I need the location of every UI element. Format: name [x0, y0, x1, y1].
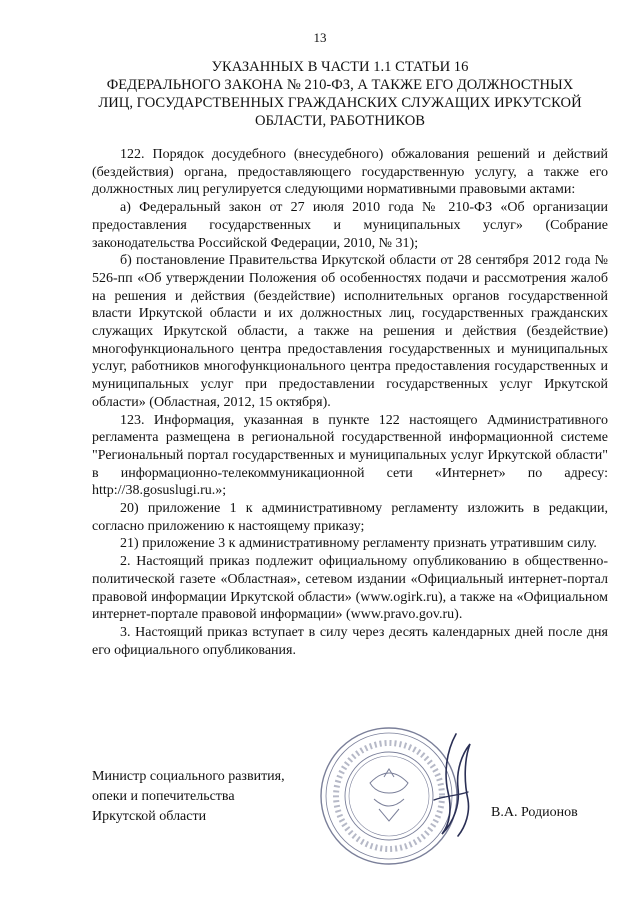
signer-name: В.А. Родионов	[491, 805, 578, 820]
signatory-title-line: Иркутской области	[92, 809, 207, 824]
paragraph-2: 2. Настоящий приказ подлежит официальному опубликованию в общественно-политической газете «Областная», сетевом издании «Официальный интернет-портал правовой информации Иркутской области» (www.ogirk.ru), а также на «Официальном интернет-портале правовой информации» (www.pravo.gov.ru).	[92, 554, 608, 623]
heading-line: ЛИЦ, ГОСУДАРСТВЕННЫХ ГРАЖДАНСКИХ СЛУЖАЩИХ ИРКУТСКОЙ	[98, 95, 582, 111]
signatory-title	[92, 767, 285, 827]
paragraph-item-21: 21) приложение 3 к административному регламенту признать утратившим силу.	[120, 536, 597, 552]
document-body	[92, 146, 608, 659]
signatory-title-line: Министр социального развития,	[92, 769, 285, 784]
heading-line: УКАЗАННЫХ В ЧАСТИ 1.1 СТАТЬИ 16	[211, 59, 469, 75]
heading-line: ФЕДЕРАЛЬНОГО ЗАКОНА № 210-ФЗ, А ТАКЖЕ ЕГО ДОЛЖНОСТНЫХ	[106, 77, 574, 93]
signatory-title-line: опеки и попечительства	[92, 789, 235, 804]
paragraph-3: 3. Настоящий приказ вступает в силу через десять календарных дней после дня его официального опубликования.	[92, 624, 608, 658]
paragraph-item-20: 20) приложение 1 к административному регламенту изложить в редакции, согласно приложению к настоящему приказу;	[92, 501, 608, 534]
page-number: 13	[313, 30, 327, 45]
heading-line: ОБЛАСТИ, РАБОТНИКОВ	[255, 113, 425, 129]
paragraph-122-b: б) постановление Правительства Иркутской области от 28 сентября 2012 года № 526-пп «Об утверждении Положения об особенностях подачи и рассмотрения жалоб на решения и действия (бездействие) исполнительных органов государственной власти Иркутской области и их должностных лиц, государственных гражданских служащих Иркутской области, а также на решения и действия (бездействие) многофункционального центра предоставления государственных и муниципальных услуг, работников многофункционального центра предоставления государственных и муниципальных услуг при предоставлении государственных услуг Иркутской области» (Областная, 2012, 15 октября).	[92, 253, 608, 410]
paragraph-122-a: а) Федеральный закон от 27 июля 2010 года № 210-ФЗ «Об организации предоставления государственных и муниципальных услуг» (Собрание законодательства Российской Федерации, 2010, № 31);	[92, 200, 608, 251]
paragraph-122: 122. Порядок досудебного (внесудебного) обжалования решений и действий (бездействия) органа, предоставляющего государственную услугу, а также его должностных лиц регулируется следующими нормативными правовыми актами:	[92, 147, 608, 198]
paragraph-123: 123. Информация, указанная в пункте 122 настоящего Административного регламента размещена в региональной государственной информационной системе "Региональный портал государственных и муниципальных услуг Иркутской области" в информационно-телекоммуникационной сети «Интернет» по адресу: http://38.gosuslugi.ru.»;	[92, 412, 608, 499]
document-heading	[70, 58, 610, 130]
signature-icon	[420, 730, 480, 840]
